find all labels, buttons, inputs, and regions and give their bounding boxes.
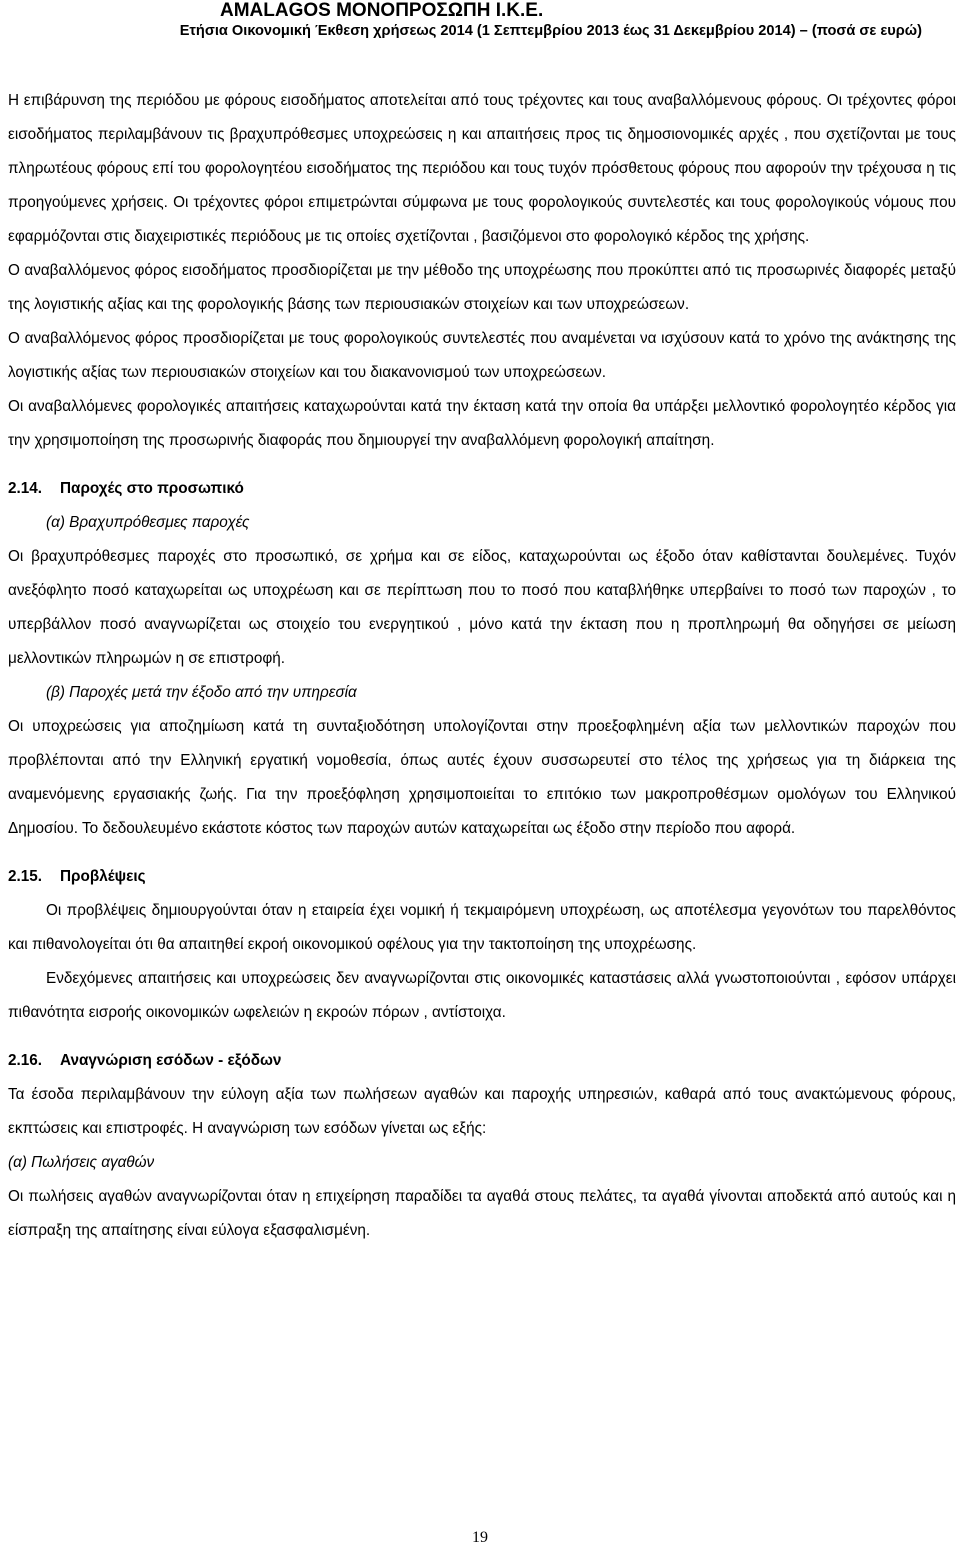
section-heading-2-16 <box>8 1044 956 1078</box>
revenue-paragraph-1: Τα έσοδα περιλαμβάνουν την εύλογη αξία των πωλήσεων αγαθών και παροχής υπηρεσιών, καθαρά από τους ανακτώμενους φόρους, εκπτώσεις και επιστροφές. Η αναγνώριση των εσόδων γίνεται ως εξής: <box>8 1086 956 1137</box>
tax-paragraph-2: Ο αναβαλλόμενος φόρος εισοδήματος προσδιορίζεται με την μέθοδο της υποχρέωσης που προκύπτει από τις προσωρινές διαφορές μεταξύ της λογιστικής αξίας και της φορολογικής βάσης των περιουσιακών στοιχείων και των υποχρεώσεων. <box>8 262 956 313</box>
tax-paragraph-4: Οι αναβαλλόμενες φορολογικές απαιτήσεις καταχωρούνται κατά την έκταση κατά την οποία θα υπάρξει μελλοντικό φορολογητέο κέρδος για την χρησιμοποίηση της προσωρινής διαφοράς που δημιουργεί την αναβαλλόμενη φορολογική απαίτηση. <box>8 398 956 449</box>
subheading-short-term-benefits: (α) Βραχυπρόθεσμες παροχές <box>46 514 250 531</box>
section-number: 2.16. <box>8 1052 43 1069</box>
section-title: Προβλέψεις <box>60 868 146 885</box>
subheading-post-employment-benefits: (β) Παροχές μετά την έξοδο από την υπηρεσία <box>46 684 357 701</box>
report-subtitle: Ετήσια Οικονομική Έκθεση χρήσεως 2014 (1 Σεπτεμβρίου 2013 έως 31 Δεκεμβρίου 2014) – (ποσά σε ευρώ) <box>179 23 922 39</box>
short-term-benefits-paragraph: Οι βραχυπρόθεσμες παροχές στο προσωπικό, σε χρήμα και σε είδος, καταχωρούνται ως έξοδο όταν καθίστανται δουλεμένες. Τυχόν ανεξόφλητο ποσό καταχωρείται ως υποχρέωση και σε περίπτωση που το ποσό που καταβλήθηκε υπερβαίνει το ποσό των παροχών , το υπερβάλλον ποσό αναγνωρίζεται ως στοιχείο του ενεργητικού , μόνο κατά την έκταση που η προπληρωμή θα οδηγήσει σε μείωση μελλοντικών πληρωμών η σε επιστροφή. <box>8 548 956 667</box>
company-name: AMALAGOS ΜΟΝΟΠΡΟΣΩΠΗ Ι.Κ.Ε. <box>220 0 544 21</box>
section-heading-2-14 <box>8 472 956 506</box>
tax-paragraph-1: Η επιβάρυνση της περιόδου με φόρους εισοδήματος αποτελείται από τους τρέχοντες και τους αναβαλλόμενους φόρους. Οι τρέχοντες φόροι εισοδήματος περιλαμβάνουν τις βραχυπρόθεσμες υποχρεώσεις η και απαιτήσεις προς τις δημοσιονομικές αρχές , που σχετίζονται με τους πληρωτέους φόρους επί του φορολογητέου εισοδήματος της περιόδου και τους τυχόν πρόσθετους φόρους που αφορούν την τρέχουσα η τις προηγούμενες χρήσεις. Οι τρέχοντες φόροι επιμετρώνται σύμφωνα με τους φορολογικούς συντελεστές και τους φορολογικούς νόμους που εφαρμόζονται στις διαχειριστικές περιόδους με τις οποίες σχετίζονται , βασιζόμενοι στο φορολογικό κέρδος της χρήσης. <box>8 92 956 245</box>
section-number: 2.15. <box>8 868 43 885</box>
document-body <box>8 84 956 1248</box>
tax-paragraph-3: Ο αναβαλλόμενος φόρος προσδιορίζεται με τους φορολογικούς συντελεστές που αναμένεται να ισχύσουν κατά το χρόνο της ανάκτησης της λογιστικής αξίας των περιουσιακών στοιχείων και του διακανονισμού των υποχρεώσεων. <box>8 330 956 381</box>
section-title: Παροχές στο προσωπικό <box>60 480 244 497</box>
subheading-sales-of-goods: (α) Πωλήσεις αγαθών <box>8 1154 155 1171</box>
section-heading-2-15 <box>8 860 956 894</box>
section-title: Αναγνώριση εσόδων - εξόδων <box>60 1052 282 1069</box>
provisions-paragraph-2: Ενδεχόμενες απαιτήσεις και υποχρεώσεις δεν αναγνωρίζονται στις οικονομικές καταστάσεις αλλά γνωστοποιούνται , εφόσον υπάρχει πιθανότητα εισροής οικονομικών ωφελειών η εκροών πόρων , αντίστοιχα. <box>8 970 956 1021</box>
post-employment-benefits-paragraph: Οι υποχρεώσεις για αποζημίωση κατά τη συνταξιοδότηση υπολογίζονται στην προεξοφλημένη αξία των μελλοντικών παροχών που προβλέπονται από την Ελληνική εργατική νομοθεσία, όπως αυτές έχουν συσσωρευτεί στο τέλος της χρήσεως για τη διάρκεια της αναμενόμενης εργασιακής ζωής. Για την προεξόφληση χρησιμοποιείται το επιτόκιο των μακροπροθέσμων ομολόγων του Ελληνικού Δημοσίου. Το δεδουλευμένο εκάστοτε κόστος των παροχών αυτών καταχωρείται ως έξοδο στην περίοδο που αφορά. <box>8 718 956 837</box>
provisions-paragraph-1: Οι προβλέψεις δημιουργούνται όταν η εταιρεία έχει νομική ή τεκμαιρόμενη υποχρέωση, ως αποτέλεσμα γεγονότων του παρελθόντος και πιθανολογείται ότι θα απαιτηθεί εκροή οικονομικού οφέλους για την τακτοποίηση της υποχρέωσης. <box>8 902 956 953</box>
page-number: 19 <box>472 1529 488 1546</box>
section-number: 2.14. <box>8 480 43 497</box>
sales-of-goods-paragraph: Οι πωλήσεις αγαθών αναγνωρίζονται όταν η επιχείρηση παραδίδει τα αγαθά στους πελάτες, τα αγαθά γίνονται αποδεκτά από αυτούς και η είσπραξη της απαίτησης είναι εύλογα εξασφαλισμένη. <box>8 1188 956 1239</box>
